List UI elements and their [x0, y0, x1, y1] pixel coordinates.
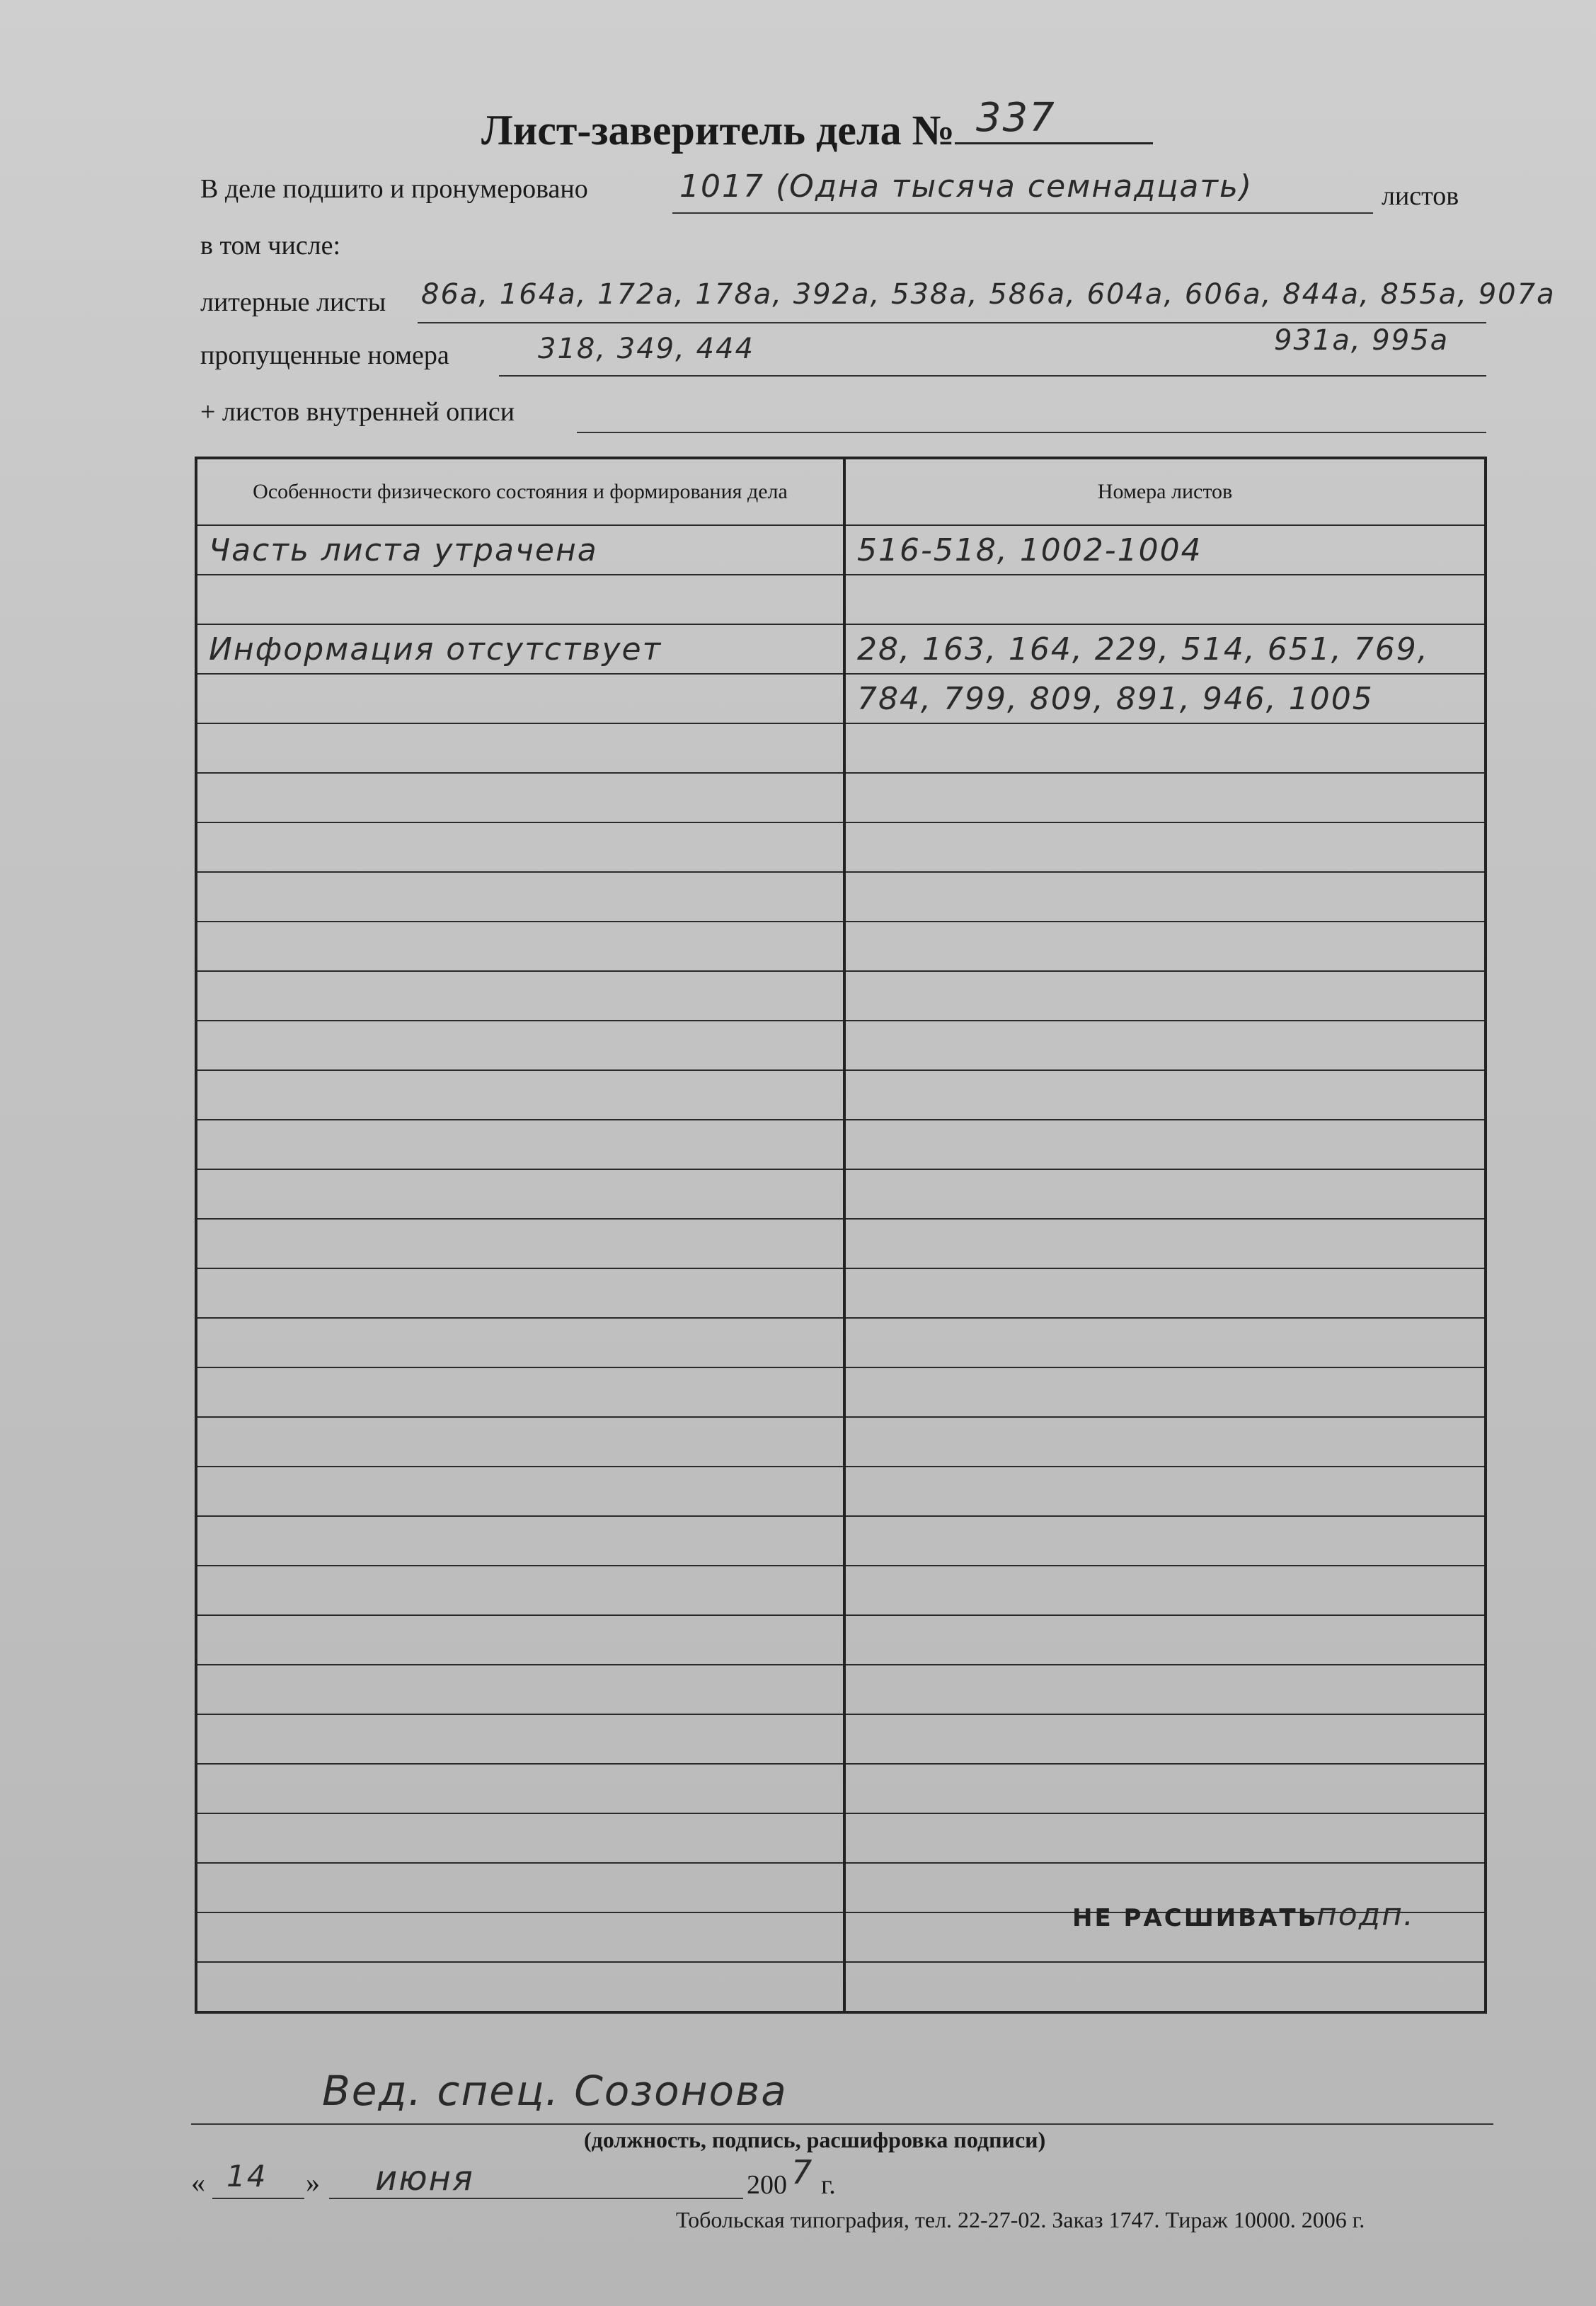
literal-sheets-label: литерные листы	[200, 287, 386, 317]
cell-condition: Часть листа утрачена	[196, 525, 844, 575]
table-row	[196, 1764, 1486, 1813]
cell-condition	[196, 1566, 844, 1615]
cell-sheets	[844, 872, 1486, 922]
cell-condition	[196, 1367, 844, 1417]
date-day: 14	[226, 2159, 268, 2193]
cell-sheets	[844, 1566, 1486, 1615]
form-title	[481, 95, 1153, 155]
cell-sheets	[844, 1714, 1486, 1764]
cell-condition	[196, 1863, 844, 1912]
table-row	[196, 1070, 1486, 1120]
printer-imprint: Тобольская типография, тел. 22-27-02. Заказ 1747. Тираж 10000. 2006 г.	[676, 2207, 1365, 2232]
sheet-count-suffix: листов	[1382, 181, 1459, 211]
date-year-suffix: г.	[821, 2170, 836, 2200]
cell-condition	[196, 1070, 844, 1120]
table-row	[196, 922, 1486, 971]
cell-condition	[196, 1021, 844, 1070]
cell-sheets	[844, 971, 1486, 1021]
cell-condition	[196, 1219, 844, 1268]
table-row	[196, 525, 1486, 575]
skipped-numbers-underline	[499, 375, 1486, 377]
literal-sheets-underline	[418, 322, 1486, 323]
cell-sheets	[844, 1813, 1486, 1863]
skipped-numbers-value: 318, 349, 444	[538, 333, 754, 365]
including-label: в том числе:	[200, 231, 341, 260]
table-row	[196, 1120, 1486, 1169]
table-row	[196, 1318, 1486, 1367]
cell-sheets	[844, 1318, 1486, 1367]
signature-caption: (должность, подпись, расшифровка подписи)	[584, 2127, 1046, 2152]
sheet-count-label: В деле подшито и пронумеровано	[200, 174, 588, 204]
inner-inventory-underline	[577, 432, 1486, 433]
cell-condition	[196, 822, 844, 872]
cell-sheets: 516-518, 1002-1004	[844, 525, 1486, 575]
table-row	[196, 1714, 1486, 1764]
cell-sheets	[844, 1268, 1486, 1318]
cell-sheets	[844, 1120, 1486, 1169]
case-number-field	[955, 95, 1153, 144]
table-row	[196, 1367, 1486, 1417]
table-row	[196, 1021, 1486, 1070]
skipped-numbers-label: пропущенные номера	[200, 340, 449, 370]
table-row	[196, 723, 1486, 773]
cell-condition	[196, 1764, 844, 1813]
cell-sheets	[844, 1764, 1486, 1813]
cell-sheets	[844, 1021, 1486, 1070]
cell-sheets	[844, 1467, 1486, 1516]
table-row	[196, 773, 1486, 822]
cell-condition	[196, 971, 844, 1021]
cell-condition	[196, 575, 844, 624]
cell-sheets	[844, 1417, 1486, 1467]
cell-condition	[196, 1516, 844, 1566]
cell-condition	[196, 1962, 844, 2012]
cell-sheets: 28, 163, 164, 229, 514, 651, 769,	[844, 624, 1486, 674]
signature-handwritten: Вед. спец. Созонова	[322, 2067, 788, 2115]
table-row	[196, 674, 1486, 723]
cell-sheets	[844, 922, 1486, 971]
cell-sheets	[844, 1516, 1486, 1566]
table-row	[196, 1962, 1486, 2012]
title-text: Лист-заверитель дела №	[481, 107, 955, 154]
skipped-numbers-value-extra: 931а, 995а	[1274, 324, 1449, 357]
cell-condition	[196, 1714, 844, 1764]
signature-underline	[191, 2123, 1493, 2125]
table-row	[196, 1615, 1486, 1665]
header-sheet-numbers: Номера листов	[844, 458, 1486, 525]
cell-condition	[196, 1169, 844, 1219]
cell-sheets	[844, 1169, 1486, 1219]
table-row	[196, 1219, 1486, 1268]
cell-sheets: 784, 799, 809, 891, 946, 1005	[844, 674, 1486, 723]
cell-condition	[196, 1318, 844, 1367]
table-row	[196, 1467, 1486, 1516]
cell-sheets	[844, 1367, 1486, 1417]
cell-sheets	[844, 1070, 1486, 1120]
table-row	[196, 1516, 1486, 1566]
cell-sheets	[844, 1615, 1486, 1665]
date-year-prefix: 200	[747, 2170, 787, 2200]
inner-inventory-label: + листов внутренней описи	[200, 397, 515, 427]
table-row	[196, 822, 1486, 872]
cell-sheets	[844, 723, 1486, 773]
cell-condition	[196, 1268, 844, 1318]
cell-sheets	[844, 1962, 1486, 2012]
case-number: 337	[975, 95, 1056, 141]
cell-condition	[196, 773, 844, 822]
table-header-row	[196, 458, 1486, 525]
cell-condition: Информация отсутствует	[196, 624, 844, 674]
cell-sheets	[844, 1665, 1486, 1714]
cell-sheets	[844, 575, 1486, 624]
cell-condition	[196, 1615, 844, 1665]
cell-condition	[196, 1467, 844, 1516]
date-month: июня	[375, 2159, 474, 2198]
table-row	[196, 1417, 1486, 1467]
literal-sheets-value: 86а, 164а, 172а, 178а, 392а, 538а, 586а, 604а, 606а, 844а, 855а, 907а	[421, 278, 1556, 311]
table-row	[196, 1268, 1486, 1318]
table-row	[196, 971, 1486, 1021]
cell-condition	[196, 723, 844, 773]
table-row	[196, 624, 1486, 674]
sheet-count-value: 1017 (Одна тысяча семнадцать)	[679, 168, 1253, 205]
cell-condition	[196, 1417, 844, 1467]
cell-condition	[196, 1120, 844, 1169]
stamp-initials: подп.	[1316, 1897, 1415, 1933]
table-row	[196, 1566, 1486, 1615]
date-open-quote: «	[191, 2167, 205, 2198]
table-row	[196, 575, 1486, 624]
cell-condition	[196, 872, 844, 922]
condition-table	[195, 457, 1487, 2014]
date-year-digit: 7	[791, 2153, 814, 2191]
cell-sheets	[844, 1219, 1486, 1268]
table-row	[196, 872, 1486, 922]
table-row	[196, 1665, 1486, 1714]
cell-sheets	[844, 773, 1486, 822]
cell-condition	[196, 1912, 844, 1962]
table-row	[196, 1169, 1486, 1219]
date-close-quote: »	[306, 2167, 320, 2198]
date-day-underline	[212, 2198, 304, 2199]
cell-condition	[196, 674, 844, 723]
cell-condition	[196, 922, 844, 971]
sheet-count-underline	[672, 212, 1373, 214]
header-condition: Особенности физического состояния и формирования дела	[196, 458, 844, 525]
cell-condition	[196, 1665, 844, 1714]
cell-condition	[196, 1813, 844, 1863]
cell-sheets	[844, 822, 1486, 872]
do-not-unbind-stamp: НЕ РАСШИВАТЬ	[1072, 1904, 1319, 1932]
table-row	[196, 1813, 1486, 1863]
